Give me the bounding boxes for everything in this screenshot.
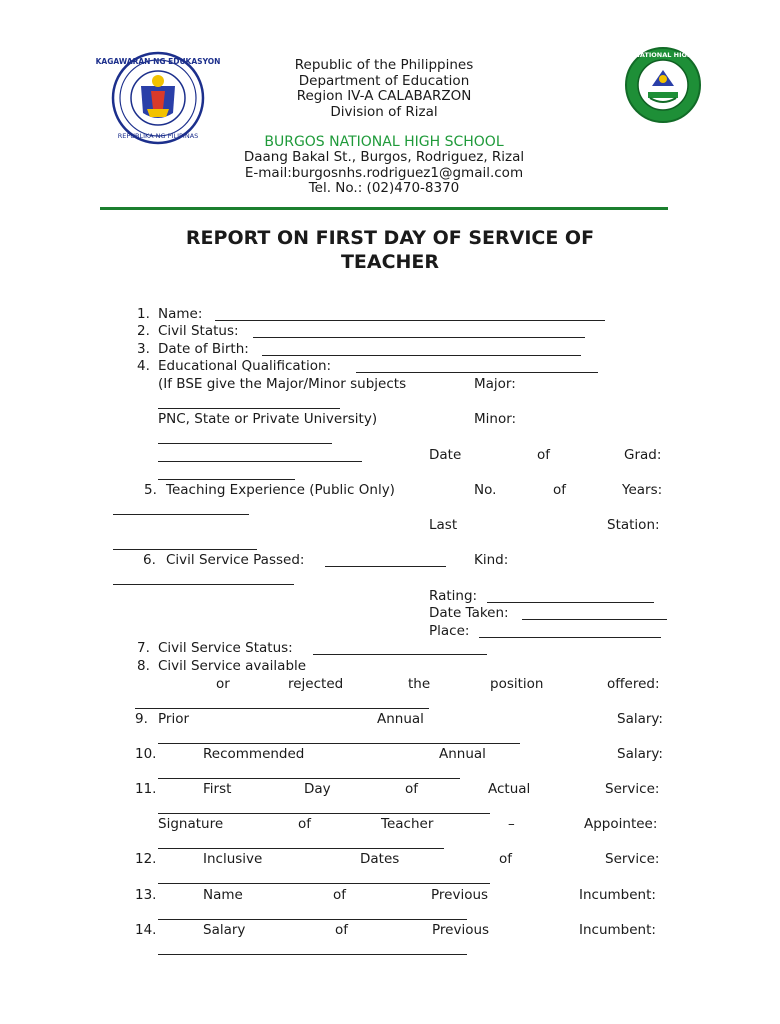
signature-label: of: [298, 816, 312, 832]
item-number: 3.: [137, 341, 150, 357]
years-field[interactable]: [113, 514, 249, 515]
item-number: 12.: [135, 851, 157, 867]
civil-service-passed-label: Civil Service Passed:: [166, 552, 305, 568]
civil-status-label: Civil Status:: [158, 323, 239, 339]
svg-text:KAGAWARAN NG EDUKASYON: KAGAWARAN NG EDUKASYON: [95, 57, 221, 66]
signature-field[interactable]: [158, 848, 444, 849]
last-station-label: Station:: [607, 517, 660, 533]
item-number: 6.: [143, 552, 156, 568]
first-day-label: Service:: [605, 781, 660, 797]
university-field[interactable]: [158, 461, 362, 462]
item-number: 5.: [144, 482, 157, 498]
school-address: Daang Bakal St., Burgos, Rodriguez, Rizal: [243, 149, 525, 165]
inclusive-dates-label: of: [499, 851, 513, 867]
item-number: 7.: [137, 640, 150, 656]
item-number: 13.: [135, 887, 157, 903]
prior-salary-label: Salary:: [617, 711, 663, 727]
major-label: Major:: [474, 376, 516, 392]
inclusive-dates-label: Inclusive: [203, 851, 263, 867]
first-day-label: of: [405, 781, 419, 797]
header-region: Region IV-A CALABARZON: [296, 88, 472, 104]
date-of-grad-label: Grad:: [624, 447, 662, 463]
date-of-birth-field[interactable]: [262, 355, 581, 356]
first-day-label: First: [203, 781, 232, 797]
civil-service-status-field[interactable]: [313, 654, 487, 655]
name-label: Name:: [158, 306, 203, 322]
position-offered-label: rejected: [288, 676, 344, 692]
years-label: Years:: [622, 482, 663, 498]
item-number: 14.: [135, 922, 157, 938]
previous-incumbent-label: Name: [203, 887, 243, 903]
date-of-birth-label: Date of Birth:: [158, 341, 249, 357]
position-offered-label: offered:: [607, 676, 660, 692]
civil-status-field[interactable]: [253, 337, 585, 338]
recommended-salary-field[interactable]: [158, 778, 460, 779]
place-label: Place:: [429, 623, 470, 639]
position-offered-label: the: [408, 676, 431, 692]
header-department: Department of Education: [298, 73, 470, 89]
years-label: No.: [474, 482, 497, 498]
prior-salary-label: Annual: [377, 711, 424, 727]
item-number: 1.: [137, 306, 150, 322]
signature-label: –: [508, 816, 515, 832]
civil-service-passed-field[interactable]: [325, 566, 446, 567]
previous-incumbent-salary-label: Salary: [203, 922, 246, 938]
years-label: of: [553, 482, 567, 498]
place-field[interactable]: [479, 637, 661, 638]
kind-field[interactable]: [113, 584, 294, 585]
teaching-experience-label: Teaching Experience (Public Only): [166, 482, 395, 498]
major-field[interactable]: [158, 408, 340, 409]
rating-field[interactable]: [487, 602, 654, 603]
item-number: 10.: [135, 746, 157, 762]
previous-incumbent-label: Previous: [431, 887, 489, 903]
position-offered-label: position: [490, 676, 544, 692]
previous-incumbent-salary-label: Previous: [432, 922, 490, 938]
item-number: 11.: [135, 781, 157, 797]
position-offered-label: or: [216, 676, 230, 692]
recommended-salary-label: Salary:: [617, 746, 663, 762]
educational-qualification-field[interactable]: [356, 372, 598, 373]
inclusive-dates-label: Dates: [360, 851, 400, 867]
date-of-grad-label: of: [537, 447, 551, 463]
recommended-salary-label: Recommended: [203, 746, 305, 762]
previous-incumbent-salary-label: of: [335, 922, 349, 938]
previous-incumbent-label: Incumbent:: [579, 887, 656, 903]
svg-text:REPUBLIKA NG PILIPINAS: REPUBLIKA NG PILIPINAS: [117, 132, 199, 140]
header-country: Republic of the Philippines: [294, 57, 474, 73]
educational-qualification-label: Educational Qualification:: [158, 358, 332, 374]
minor-field[interactable]: [158, 443, 332, 444]
header-division: Division of Rizal: [330, 104, 438, 120]
previous-incumbent-salary-label: Incumbent:: [579, 922, 656, 938]
name-field[interactable]: [215, 320, 605, 321]
item-number: 4.: [137, 358, 150, 374]
rating-label: Rating:: [429, 588, 478, 604]
item-number: 8.: [137, 658, 150, 674]
minor-label: Minor:: [474, 411, 517, 427]
last-station-field[interactable]: [113, 549, 257, 550]
prior-salary-label: Prior: [158, 711, 190, 727]
inclusive-dates-label: Service:: [605, 851, 660, 867]
school-name: BURGOS NATIONAL HIGH SCHOOL: [264, 134, 504, 150]
first-day-label: Actual: [488, 781, 531, 797]
date-taken-field[interactable]: [522, 619, 667, 620]
position-offered-field[interactable]: [135, 708, 429, 709]
signature-label: Appointee:: [584, 816, 658, 832]
svg-text:BURGOS NATIONAL HIGH SCHOOL: BURGOS NATIONAL HIGH SCHOOL: [601, 51, 725, 59]
inclusive-dates-field[interactable]: [158, 883, 490, 884]
school-email: E-mail:burgosnhs.rodriguez1@gmail.com: [244, 165, 524, 181]
date-of-grad-label: Date: [429, 447, 462, 463]
school-telephone: Tel. No.: (02)470-8370: [308, 180, 460, 196]
item-number: 9.: [135, 711, 148, 727]
previous-incumbent-salary-field[interactable]: [158, 954, 467, 955]
first-day-field[interactable]: [158, 813, 490, 814]
kind-label: Kind:: [474, 552, 509, 568]
previous-incumbent-label: of: [333, 887, 347, 903]
signature-label: Teacher: [381, 816, 434, 832]
last-station-label: Last: [429, 517, 458, 533]
item-number: 2.: [137, 323, 150, 339]
signature-label: Signature: [158, 816, 224, 832]
civil-service-status-label: Civil Service Status:: [158, 640, 293, 656]
recommended-salary-label: Annual: [439, 746, 486, 762]
previous-incumbent-field[interactable]: [158, 919, 467, 920]
bse-note: (If BSE give the Major/Minor subjects: [158, 376, 407, 392]
report-title-line2: TEACHER: [340, 251, 440, 273]
prior-salary-field[interactable]: [158, 743, 520, 744]
first-day-label: Day: [304, 781, 331, 797]
date-taken-label: Date Taken:: [429, 605, 509, 621]
civil-service-available-label: Civil Service available: [158, 658, 307, 674]
university-note: PNC, State or Private University): [158, 411, 378, 427]
report-title: REPORT ON FIRST DAY OF SERVICE OF: [185, 227, 595, 249]
header-divider: [100, 207, 668, 210]
date-of-grad-field[interactable]: [158, 479, 295, 480]
